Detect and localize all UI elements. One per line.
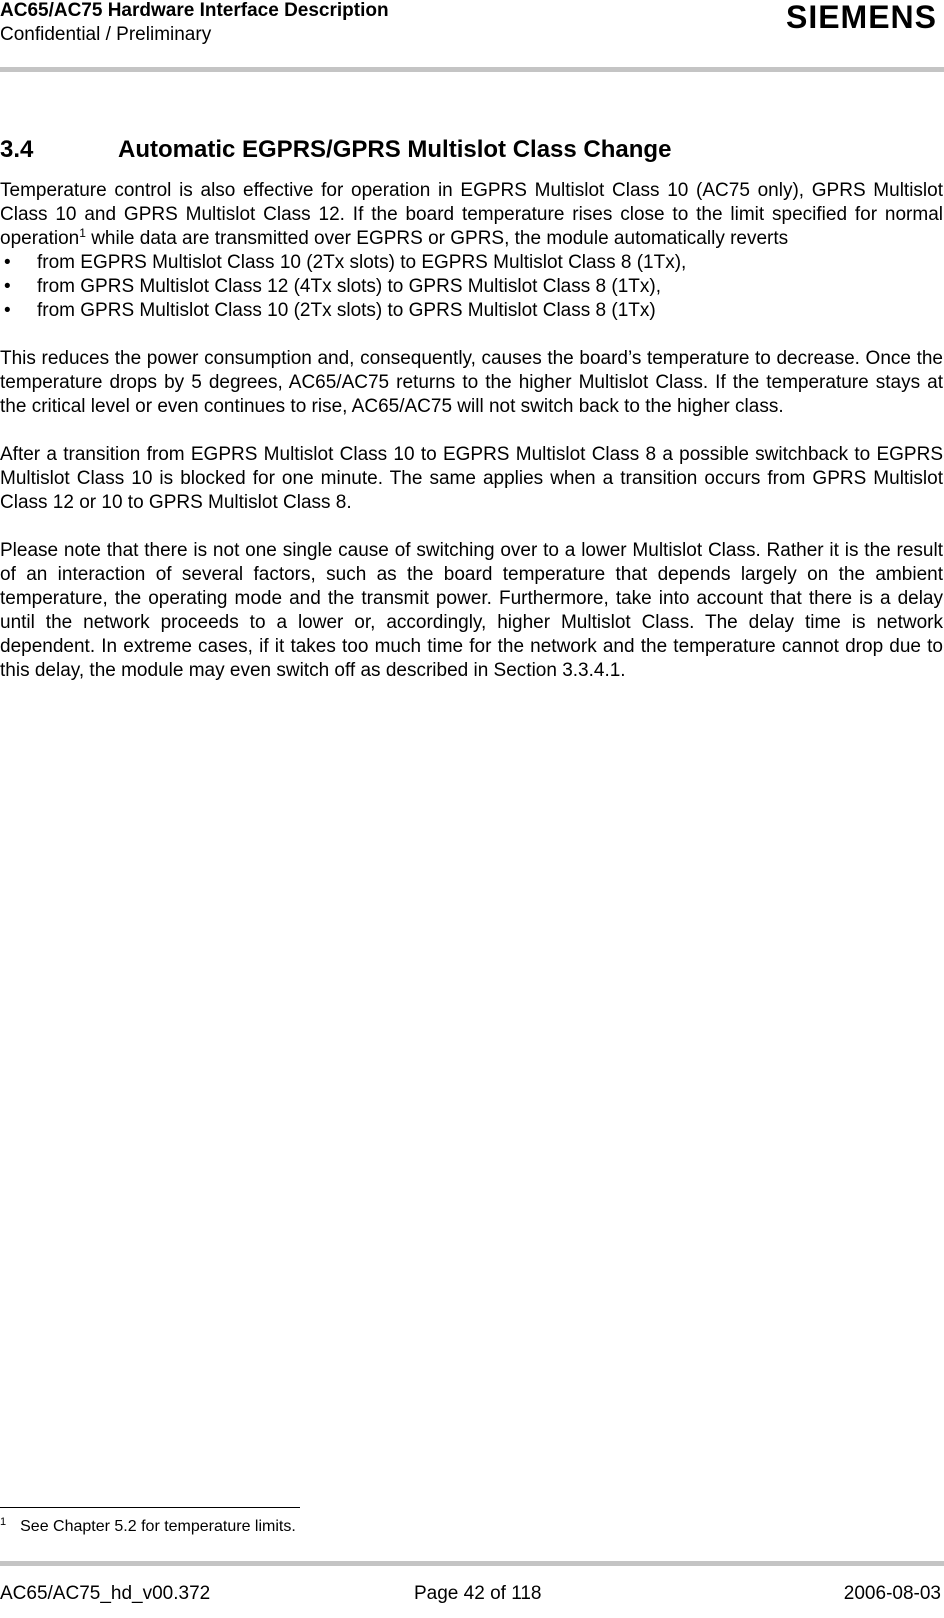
footnote-reference: 1 bbox=[79, 226, 86, 240]
paragraph-intro-text: Temperature control is also effective for operation in EGPRS Multislot Class 10 (AC75 only), GPRS Multislot Class 10 and GPRS Multislot Class 12. If the board temperature rises close to the limit specified for normal operation bbox=[0, 180, 943, 249]
page-header bbox=[0, 0, 944, 72]
footer-divider bbox=[0, 1561, 944, 1566]
section-heading bbox=[0, 135, 943, 165]
bullet-list bbox=[0, 251, 943, 323]
document-subtitle: Confidential / Preliminary bbox=[0, 24, 212, 45]
section-number: 3.4 bbox=[0, 136, 34, 163]
list-item-text: from GPRS Multislot Class 12 (4Tx slots) to GPRS Multislot Class 8 (1Tx), bbox=[37, 276, 661, 297]
footer-document-id: AC65/AC75_hd_v00.372 bbox=[0, 1583, 211, 1604]
footnote-text: See Chapter 5.2 for temperature limits. bbox=[20, 1518, 296, 1535]
paragraph-intro bbox=[0, 179, 943, 251]
paragraph-note: Please note that there is not one single cause of switching over to a lower Multislot Class. Rather it is the result of an interaction of several factors, such as the board temperature that depends largely on the ambient temperature, the operating mode and the transmit power. Furthermore, take into account that there is a delay until the network proceeds to a lower or, accordingly, higher Multislot Class. The delay time is network dependent. In extreme cases, if it takes too much time for the network and the temperature cannot drop due to this delay, the module may even switch off as described in Section 3.3.4.1. bbox=[0, 540, 943, 681]
bullet-icon: • bbox=[4, 276, 11, 297]
page-footer bbox=[0, 1582, 944, 1606]
footer-page-number: Page 42 of 118 bbox=[414, 1583, 542, 1604]
bullet-icon: • bbox=[4, 300, 11, 321]
section-title: Automatic EGPRS/GPRS Multislot Class Change bbox=[118, 136, 672, 163]
paragraph-switchback: After a transition from EGPRS Multislot Class 10 to EGPRS Multislot Class 8 a possible switchback to EGPRS Multislot Class 10 is blocked for one minute. The same applies when a transition occurs from GPRS Multislot Class 12 or 10 to GPRS Multislot Class 8. bbox=[0, 444, 943, 513]
paragraph-intro-continuation: while data are transmitted over EGPRS or GPRS, the module automatically reverts bbox=[85, 228, 789, 249]
footnote-number: 1 bbox=[0, 1516, 7, 1528]
footer-date: 2006-08-03 bbox=[843, 1583, 941, 1604]
document-title: AC65/AC75 Hardware Interface Description bbox=[0, 0, 389, 21]
list-item-text: from EGPRS Multislot Class 10 (2Tx slots) to EGPRS Multislot Class 8 (1Tx), bbox=[37, 252, 687, 273]
header-divider bbox=[0, 67, 944, 72]
list-item-text: from GPRS Multislot Class 10 (2Tx slots) to GPRS Multislot Class 8 (1Tx) bbox=[37, 300, 656, 321]
siemens-logo: SIEMENS bbox=[785, 0, 937, 35]
main-content bbox=[0, 135, 943, 683]
footnote bbox=[0, 1518, 296, 1536]
footnote-divider bbox=[0, 1507, 300, 1508]
bullet-icon: • bbox=[4, 252, 11, 273]
list-item bbox=[0, 275, 943, 299]
list-item bbox=[0, 251, 943, 275]
list-item bbox=[0, 299, 943, 323]
paragraph-power-consumption: This reduces the power consumption and, consequently, causes the board’s temperature to decrease. Once the temperature drops by 5 degrees, AC65/AC75 returns to the higher Multislot Class. If the temperature stays at the critical level or even continues to rise, AC65/AC75 will not switch back to the higher class. bbox=[0, 348, 943, 417]
